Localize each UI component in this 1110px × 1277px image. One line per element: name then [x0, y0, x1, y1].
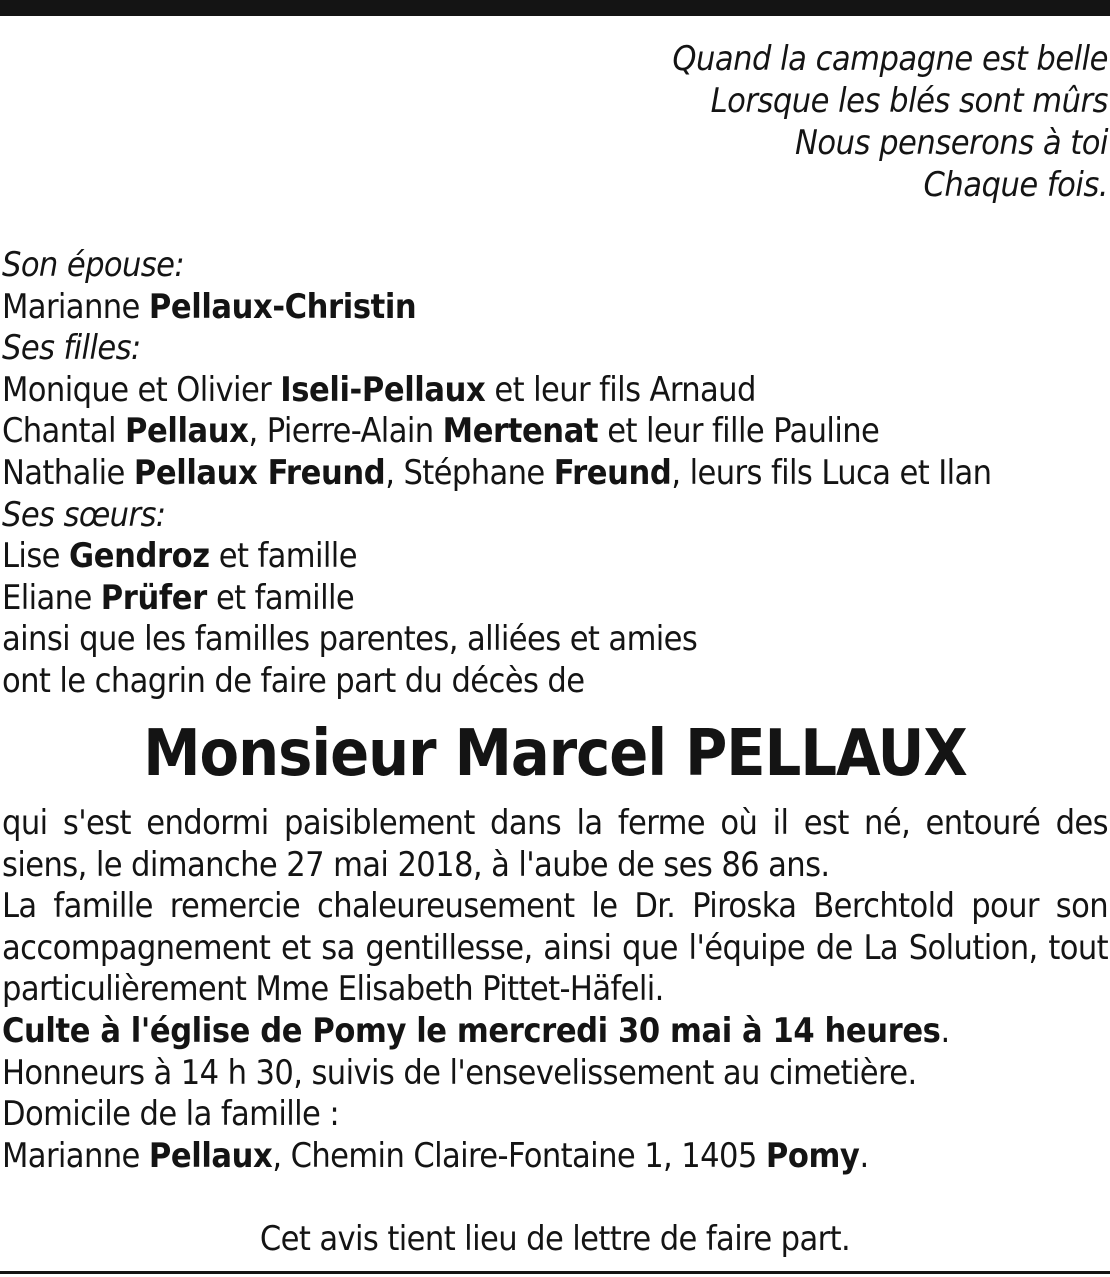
sisters-heading: Ses sœurs: — [2, 494, 166, 535]
partner-surname: Freund — [553, 452, 672, 493]
street: , Chemin Claire-Fontaine 1, 1405 — [272, 1135, 766, 1176]
line-rest: et leur fils Arnaud — [485, 369, 756, 410]
address-line — [2, 1136, 1108, 1178]
text-line: siens, le dimanche 27 mai 2018, à l'aube de ses 86 ans. — [2, 844, 830, 885]
domicile-label: Domicile de la famille : — [2, 1094, 340, 1135]
line-rest: et leur fille Pauline — [598, 411, 880, 452]
paragraph-thanks — [2, 886, 1108, 1011]
surname: Iseli-Pellaux — [280, 369, 486, 410]
top-rule — [0, 0, 1110, 16]
surname: Pellaux-Christin — [148, 286, 417, 327]
surname: Prüfer — [100, 577, 207, 618]
first-name: Marianne — [2, 1135, 149, 1176]
bottom-rule — [0, 1271, 1110, 1274]
partner-first-name: , Stéphane — [385, 452, 554, 493]
partner-surname: Mertenat — [442, 411, 599, 452]
surname: Pellaux — [125, 411, 249, 452]
first-name: Nathalie — [2, 452, 134, 493]
notice-body — [2, 803, 1108, 1177]
daughter-line — [2, 370, 991, 412]
sister-line — [2, 536, 991, 578]
first-name: Lise — [2, 536, 70, 577]
surname: Pellaux — [148, 1135, 273, 1176]
poem-line: Nous penserons à toi — [795, 123, 1108, 163]
daughter-line — [2, 453, 991, 495]
service-line — [2, 1011, 1108, 1053]
punctuation: . — [940, 1010, 950, 1051]
spouse-line — [2, 287, 991, 329]
others-line: ainsi que les familles parentes, alliées et amies — [2, 619, 698, 660]
honours-line: Honneurs à 14 h 30, suivis de l'ensevelissement au cimetière. — [2, 1052, 917, 1093]
sister-line — [2, 578, 991, 620]
line-rest: et famille — [209, 536, 357, 577]
poem-line: Lorsque les blés sont mûrs — [710, 81, 1108, 121]
text-line: particulièrement Mme Elisabeth Pittet-Häfeli. — [2, 969, 664, 1010]
text-line: qui s'est endormi paisiblement dans la ferme où il est né, entouré des — [2, 803, 1108, 843]
paragraph-death — [2, 803, 1108, 886]
punctuation: . — [859, 1135, 869, 1176]
poem-line: Quand la campagne est belle — [672, 39, 1108, 79]
footer-note: Cet avis tient lieu de lettre de faire part. — [259, 1219, 851, 1259]
first-name: Chantal — [2, 411, 126, 452]
announce-line: ont le chagrin de faire part du décès de — [2, 660, 585, 701]
first-name: Monique et Olivier — [2, 369, 281, 410]
text-line: accompagnement et sa gentillesse, ainsi que l'équipe de La Solution, tout — [2, 927, 1108, 968]
surname: Pellaux Freund — [133, 452, 386, 493]
partner-first-name: , Pierre-Alain — [248, 411, 443, 452]
surname: Gendroz — [69, 536, 210, 577]
deceased-name: Monsieur Marcel PELLAUX — [143, 717, 967, 791]
family-list — [2, 245, 991, 703]
service-details: Culte à l'église de Pomy le mercredi 30 mai à 14 heures — [2, 1010, 941, 1051]
daughters-heading: Ses filles: — [2, 328, 141, 369]
poem-line: Chaque fois. — [923, 165, 1108, 205]
first-name: Marianne — [2, 286, 149, 327]
town: Pomy — [765, 1135, 860, 1176]
line-rest: , leurs fils Luca et Ilan — [671, 452, 992, 493]
text-line: La famille remercie chaleureusement le Dr. Piroska Berchtold pour son — [2, 886, 1108, 927]
spouse-heading: Son épouse: — [2, 245, 185, 285]
poem — [672, 38, 1108, 206]
line-rest: et famille — [206, 577, 355, 618]
daughter-line — [2, 411, 991, 453]
first-name: Eliane — [2, 577, 101, 618]
